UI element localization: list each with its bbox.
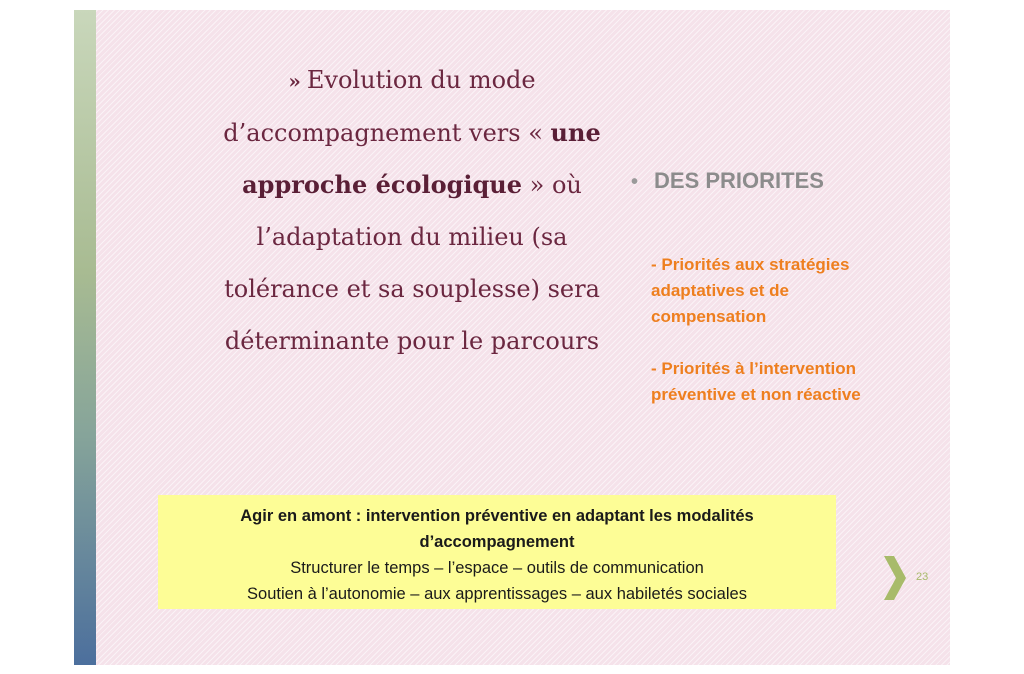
slide [74, 10, 950, 665]
priorities-heading [631, 168, 824, 194]
summary-line-3: Structurer le temps – l’espace – outils de communication [290, 559, 704, 577]
main-line-6: déterminante pour le parcours [224, 327, 600, 355]
priority-item-2: - Priorités à l’intervention préventive et non réactive [651, 359, 861, 404]
summary-box [158, 495, 836, 609]
main-line-4: l’adaptation du milieu (sa [256, 223, 568, 251]
main-line-5: tolérance et sa souplesse) sera [224, 275, 600, 303]
summary-line-2: d’accompagnement [419, 533, 575, 551]
main-line-1: » Evolution du mode [288, 66, 536, 94]
bullet-icon: • [631, 171, 639, 193]
main-line-2: d’accompagnement vers « une [223, 118, 601, 147]
summary-line-4: Soutien à l’autonomie – aux apprentissages – aux habiletés sociales [247, 585, 747, 603]
page-number: 23 [916, 571, 929, 583]
chevron-right-icon[interactable] [882, 554, 908, 602]
priorities-heading-text: DES PRIORITES [654, 168, 824, 193]
main-line-3: approche écologique » où [242, 170, 582, 199]
summary-line-1: Agir en amont : intervention préventive en adaptant les modalités [240, 507, 754, 525]
priority-item-1: - Priorités aux stratégies adaptatives et de compensation [651, 255, 850, 326]
decorative-side-bar [74, 10, 96, 665]
main-statement [202, 54, 622, 367]
chevron-bullet-icon: » [288, 69, 301, 93]
